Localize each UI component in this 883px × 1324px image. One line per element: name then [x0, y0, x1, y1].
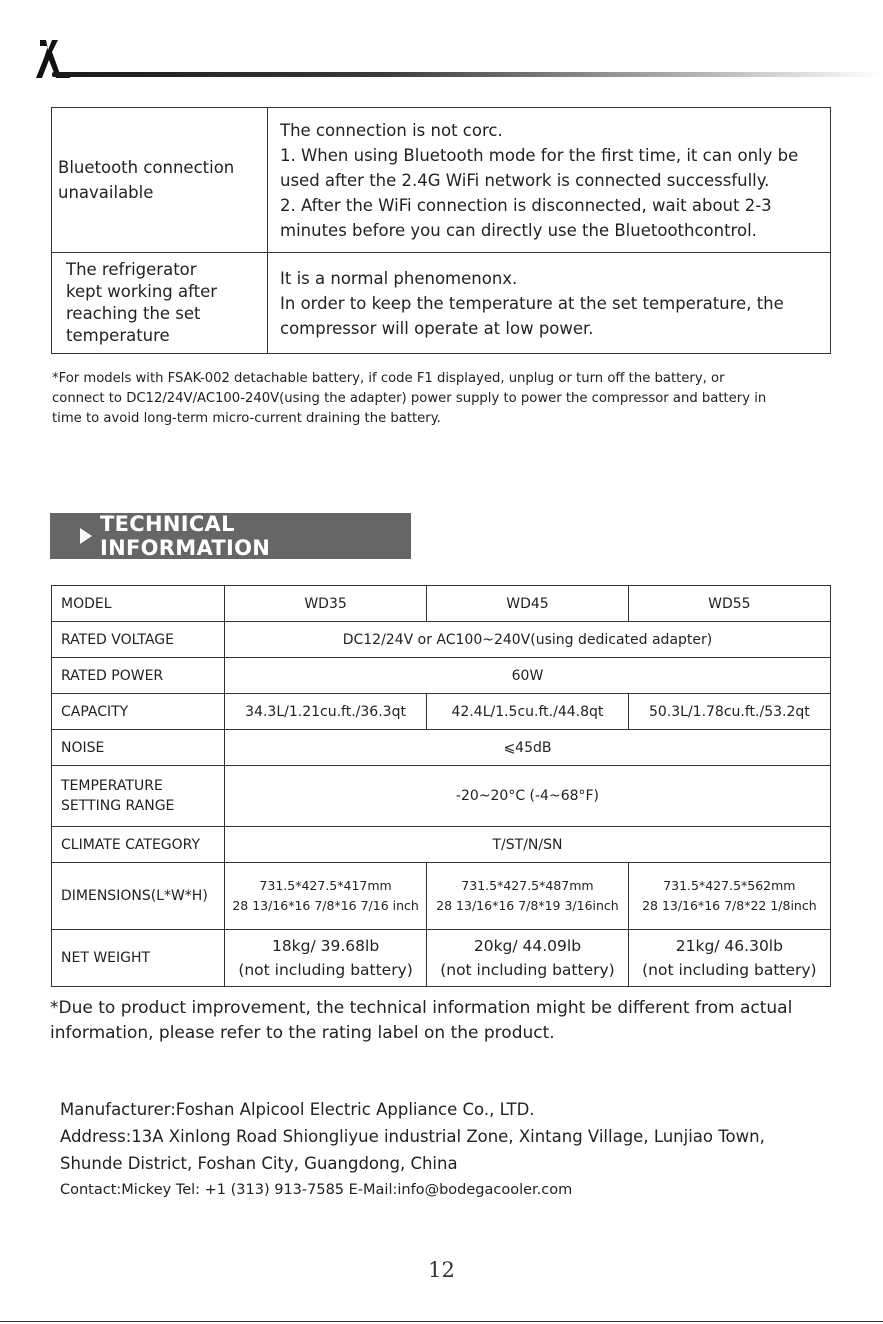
table-row: [52, 622, 831, 658]
triangle-right-icon: [80, 528, 92, 544]
table-row: [52, 766, 831, 827]
dimension-metric: 731.5*427.5*417mm: [259, 878, 392, 893]
value-cell: 50.3L/1.78cu.ft./53.2qt: [628, 694, 830, 730]
row-label: RATED POWER: [52, 658, 225, 694]
problem-cell: [52, 108, 268, 253]
contact-line: Contact:Mickey Tel: +1 (313) 913-7585 E-Mail:info@bodegacooler.com: [60, 1182, 573, 1198]
model-cell: WD55: [628, 586, 830, 622]
value-cell: 42.4L/1.5cu.ft./44.8qt: [427, 694, 629, 730]
value-cell: [628, 863, 830, 930]
note-line: *Due to product improvement, the technical information might be different from actual: [50, 998, 793, 1018]
solution-text: The connection is not corc.: [280, 120, 503, 140]
table-row: [52, 658, 831, 694]
value-cell: [628, 930, 830, 987]
row-label: NOISE: [52, 730, 225, 766]
note-line: information, please refer to the rating label on the product.: [50, 1023, 555, 1043]
problem-cell: [52, 253, 268, 354]
manufacturer-info: [60, 1096, 860, 1204]
weight-value: 18kg/ 39.68lb: [271, 937, 380, 955]
solution-text: In order to keep the temperature at the set temperature, the: [280, 293, 784, 313]
improvement-note: [50, 996, 850, 1046]
row-label: CLIMATE CATEGORY: [52, 827, 225, 863]
solution-text: It is a normal phenomenonx.: [280, 268, 518, 288]
model-cell: WD35: [224, 586, 426, 622]
section-heading: [50, 513, 411, 559]
dimension-imperial: 28 13/16*16 7/8*19 3/16inch: [436, 898, 619, 913]
solution-text: compressor will operate at low power.: [280, 318, 594, 338]
value-cell: [427, 930, 629, 987]
row-label-line: TEMPERATURE: [61, 778, 163, 794]
footnote-line: connect to DC12/24V/AC100-240V(using the adapter) power supply to power the compressor and battery in: [52, 391, 767, 406]
problem-text: temperature: [66, 326, 170, 345]
row-label: CAPACITY: [52, 694, 225, 730]
row-label: RATED VOLTAGE: [52, 622, 225, 658]
value-cell: 60W: [224, 658, 830, 694]
weight-note: (not including battery): [642, 961, 817, 979]
table-row: [52, 730, 831, 766]
solution-text: 1. When using Bluetooth mode for the first time, it can only be: [280, 145, 799, 165]
value-cell: -20~20°C (-4~68°F): [224, 766, 830, 827]
solution-text: minutes before you can directly use the Bluetoothcontrol.: [280, 220, 757, 240]
solution-cell: [268, 108, 831, 253]
value-cell: [427, 863, 629, 930]
row-label-line: SETTING RANGE: [61, 798, 175, 814]
table-row: [52, 586, 831, 622]
table-row: [52, 930, 831, 987]
problem-text: Bluetooth connection: [58, 158, 235, 177]
table-row: [52, 694, 831, 730]
section-title: TECHNICAL INFORMATION: [100, 512, 271, 560]
table-row: [52, 108, 831, 253]
table-row: [52, 253, 831, 354]
dimension-imperial: 28 13/16*16 7/8*16 7/16 inch: [232, 898, 419, 913]
address-line: Address:13A Xinlong Road Shiongliyue industrial Zone, Xintang Village, Lunjiao Town,: [60, 1127, 765, 1146]
weight-value: 20kg/ 44.09lb: [473, 937, 582, 955]
problem-text: kept working after: [66, 282, 218, 301]
solution-text: 2. After the WiFi connection is disconnected, wait about 2-3: [280, 195, 772, 215]
dimension-metric: 731.5*427.5*562mm: [663, 878, 796, 893]
problem-text: The refrigerator: [66, 260, 197, 279]
problem-text: unavailable: [58, 183, 154, 202]
footnote-line: time to avoid long-term micro-current draining the battery.: [52, 411, 441, 426]
bottom-rule: [0, 1321, 883, 1322]
row-label: [52, 766, 225, 827]
weight-note: (not including battery): [238, 961, 413, 979]
weight-note: (not including battery): [440, 961, 615, 979]
manufacturer-name: Manufacturer:Foshan Alpicool Electric Appliance Co., LTD.: [60, 1100, 535, 1119]
solution-text: used after the 2.4G WiFi network is connected successfully.: [280, 170, 770, 190]
model-cell: WD45: [427, 586, 629, 622]
battery-footnote: [52, 369, 852, 429]
header-rule: [52, 72, 882, 77]
value-cell: [224, 930, 426, 987]
row-label: MODEL: [52, 586, 225, 622]
value-cell: T/ST/N/SN: [224, 827, 830, 863]
troubleshooting-table: [51, 107, 831, 354]
value-cell: [224, 863, 426, 930]
problem-text: reaching the set: [66, 304, 201, 323]
weight-value: 21kg/ 46.30lb: [675, 937, 783, 955]
value-cell: ⩽45dB: [224, 730, 830, 766]
dimension-metric: 731.5*427.5*487mm: [461, 878, 594, 893]
row-label: NET WEIGHT: [52, 930, 225, 987]
value-cell: DC12/24V or AC100~240V(using dedicated adapter): [224, 622, 830, 658]
dimension-imperial: 28 13/16*16 7/8*22 1/8inch: [642, 898, 817, 913]
table-row: [52, 827, 831, 863]
solution-cell: [268, 253, 831, 354]
technical-information-table: [51, 585, 831, 987]
value-cell: 34.3L/1.21cu.ft./36.3qt: [224, 694, 426, 730]
table-row: [52, 863, 831, 930]
row-label: DIMENSIONS(L*W*H): [52, 863, 225, 930]
address-line: Shunde District, Foshan City, Guangdong, China: [60, 1154, 458, 1173]
footnote-line: *For models with FSAK-002 detachable battery, if code F1 displayed, unplug or turn off the battery, or: [52, 371, 725, 386]
page-number: 12: [428, 1258, 455, 1282]
